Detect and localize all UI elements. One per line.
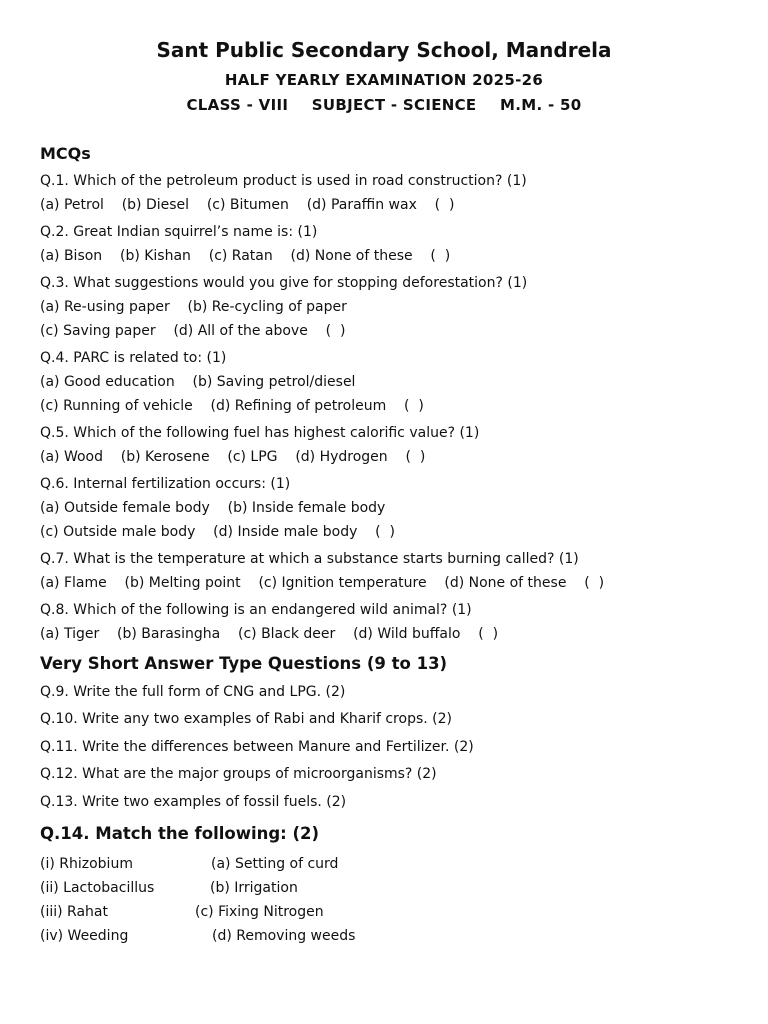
options-line: (c) Running of vehicle (d) Refining of petroleum ( ) <box>40 398 424 414</box>
vsa-list <box>40 680 740 814</box>
vsa-question: Q.11. Write the differences between Manure and Fertilizer. (2) <box>40 738 474 755</box>
mcq-item <box>40 472 740 544</box>
match-left: (i) Rhizobium <box>40 855 133 872</box>
options-line: (a) Flame (b) Melting point (c) Ignition temperature (d) None of these ( ) <box>40 575 605 591</box>
question-text: Q.6. Internal fertilization occurs: (1) <box>40 476 291 492</box>
options-line: (a) Wood (b) Kerosene (c) LPG (d) Hydrogen ( ) <box>40 449 426 465</box>
mcq-heading: MCQs <box>40 144 91 163</box>
mcq-item <box>40 598 740 646</box>
options-line: (c) Saving paper (d) All of the above ( ) <box>40 323 346 339</box>
question-text: Q.4. PARC is related to: (1) <box>40 350 227 366</box>
question-text: Q.7. What is the temperature at which a substance starts burning called? (1) <box>40 551 579 567</box>
match-right: (d) Removing weeds <box>212 927 356 944</box>
options-line: (a) Petrol (b) Diesel (c) Bitumen (d) Paraffin wax ( ) <box>40 197 455 213</box>
options-line: (a) Outside female body (b) Inside female body <box>40 500 386 516</box>
question-text: Q.8. Which of the following is an endangered wild animal? (1) <box>40 602 472 618</box>
vsa-question: Q.9. Write the full form of CNG and LPG. (2) <box>40 683 346 700</box>
vsa-question: Q.13. Write two examples of fossil fuels. (2) <box>40 793 347 810</box>
match-row <box>40 900 740 924</box>
options-line: (a) Tiger (b) Barasingha (c) Black deer (d) Wild buffalo ( ) <box>40 626 499 642</box>
match-row <box>40 924 740 948</box>
question-text: Q.3. What suggestions would you give for stopping deforestation? (1) <box>40 275 528 291</box>
question-text: Q.5. Which of the following fuel has highest calorific value? (1) <box>40 425 480 441</box>
vsa-question: Q.12. What are the major groups of microorganisms? (2) <box>40 766 437 782</box>
mcq-item <box>40 547 740 595</box>
exam-title: HALF YEARLY EXAMINATION 2025-26 <box>224 71 544 89</box>
vsa-heading: Very Short Answer Type Questions (9 to 13) <box>40 654 448 673</box>
match-left: (ii) Lactobacillus <box>40 879 155 896</box>
match-right: (b) Irrigation <box>210 879 298 896</box>
match-left: (iii) Rahat <box>40 903 108 920</box>
match-row <box>40 876 740 900</box>
match-right: (c) Fixing Nitrogen <box>195 903 324 920</box>
options-line: (a) Bison (b) Kishan (c) Ratan (d) None of these ( ) <box>40 248 451 264</box>
options-line: (c) Outside male body (d) Inside male body ( ) <box>40 524 395 540</box>
mcq-item <box>40 346 740 418</box>
mcq-item <box>40 220 740 268</box>
match-list <box>40 852 740 948</box>
question-paper <box>40 142 740 948</box>
mcq-item <box>40 169 740 217</box>
mcq-list <box>40 169 740 646</box>
mcq-item <box>40 271 740 343</box>
question-text: Q.1. Which of the petroleum product is used in road construction? (1) <box>40 173 527 189</box>
mcq-item <box>40 421 740 469</box>
exam-meta <box>0 96 768 114</box>
class-label: CLASS - VIII <box>186 96 289 114</box>
match-row <box>40 852 740 876</box>
match-heading: Q.14. Match the following: (2) <box>40 823 320 843</box>
options-line: (a) Good education (b) Saving petrol/diesel <box>40 374 356 390</box>
max-marks-label: M.M. - 50 <box>500 96 582 114</box>
question-text: Q.2. Great Indian squirrel’s name is: (1) <box>40 224 318 240</box>
match-left: (iv) Weeding <box>40 927 129 944</box>
subject-label: SUBJECT - SCIENCE <box>311 96 477 114</box>
vsa-question: Q.10. Write any two examples of Rabi and Kharif crops. (2) <box>40 711 452 727</box>
options-line: (a) Re-using paper (b) Re-cycling of paper <box>40 299 347 315</box>
school-name: Sant Public Secondary School, Mandrela <box>156 38 612 62</box>
match-right: (a) Setting of curd <box>211 855 339 872</box>
